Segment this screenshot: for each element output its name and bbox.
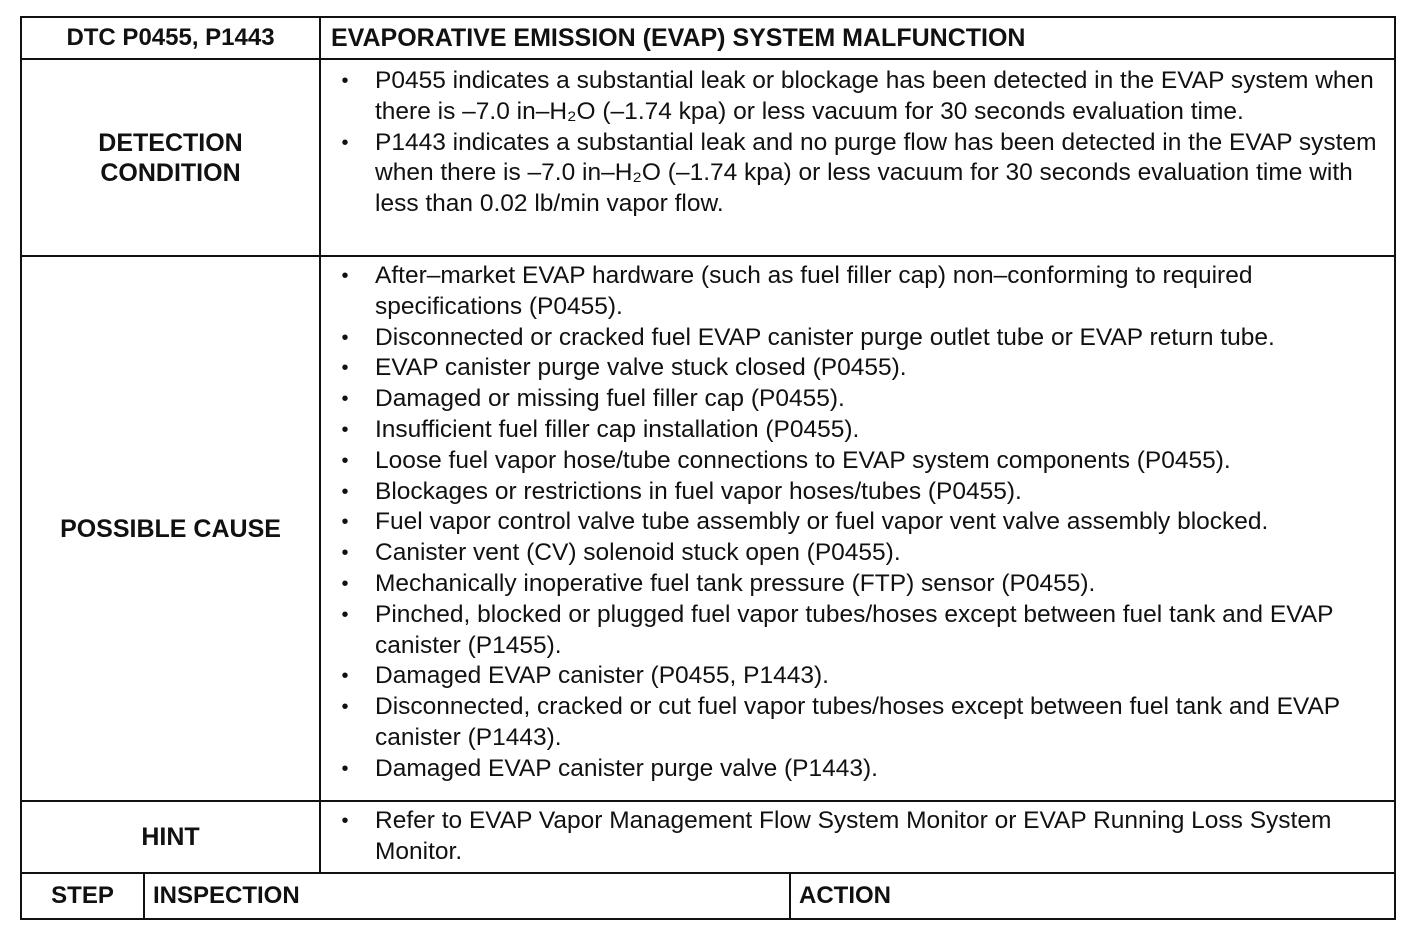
list-item: [329, 66, 1384, 128]
bullet-icon: •: [341, 357, 349, 380]
cause-item-text: Damaged EVAP canister purge valve (P1443).: [375, 754, 878, 782]
detection-label: [22, 60, 321, 255]
list-item: [329, 323, 1384, 354]
list-item: [329, 806, 1384, 868]
step-header-row: [22, 874, 1394, 918]
bullet-icon: •: [341, 449, 349, 472]
list-item: [329, 384, 1384, 415]
list-item: [329, 692, 1384, 754]
action-column-header: ACTION: [799, 882, 891, 909]
possible-cause-label: POSSIBLE CAUSE: [22, 257, 321, 800]
list-item: [329, 600, 1384, 662]
bullet-icon: •: [341, 265, 349, 287]
list-item: [329, 538, 1384, 569]
bullet-icon: •: [341, 603, 349, 626]
cause-item-text: Disconnected, cracked or cut fuel vapor tubes/hoses except between fuel tank and EVAP canister (P1443).: [375, 693, 1340, 751]
cause-item-text: After–market EVAP hardware (such as fuel filler cap) non–conforming to required specifications (P0455).: [375, 262, 1253, 320]
malfunction-title: EVAPORATIVE EMISSION (EVAP) SYSTEM MALFUNCTION: [331, 24, 1026, 52]
list-item: [329, 128, 1384, 220]
header-row: [22, 18, 1394, 60]
bullet-icon: •: [341, 665, 349, 688]
detection-item-text: P0455 indicates a substantial leak or blockage has been detected in the EVAP system when there is –7.0 in–H₂O (–1.74 kpa) or less vacuum for 30 seconds evaluation time.: [375, 67, 1374, 125]
bullet-icon: •: [341, 572, 349, 595]
cause-item-text: Pinched, blocked or plugged fuel vapor tubes/hoses except between fuel tank and EVAP canister (P1455).: [375, 600, 1333, 659]
bullet-icon: •: [341, 326, 349, 349]
list-item: [329, 446, 1384, 477]
list-item: [329, 754, 1384, 785]
bullet-icon: •: [341, 70, 349, 92]
hint-content: [321, 802, 1394, 872]
cause-list: [329, 261, 1384, 785]
cause-item-text: Damaged EVAP canister (P0455, P1443).: [375, 662, 829, 690]
hint-label: HINT: [22, 802, 321, 872]
possible-cause-content: [321, 257, 1394, 800]
list-item: [329, 261, 1384, 323]
cause-item-text: Damaged or missing fuel filler cap (P0455).: [375, 385, 845, 413]
cause-item-text: Mechanically inoperative fuel tank pressure (FTP) sensor (P0455).: [375, 569, 1096, 597]
detection-label-text: DETECTION CONDITION: [98, 128, 243, 187]
bullet-icon: •: [341, 757, 349, 780]
bullet-icon: •: [341, 511, 349, 534]
list-item: [329, 415, 1384, 446]
bullet-icon: •: [341, 388, 349, 411]
bullet-icon: •: [341, 418, 349, 441]
bullet-icon: •: [341, 480, 349, 503]
inspection-column-header: INSPECTION: [145, 874, 791, 918]
cause-item-text: Disconnected or cracked fuel EVAP canister purge outlet tube or EVAP return tube.: [375, 323, 1275, 351]
list-item: [329, 569, 1384, 600]
bullet-icon: •: [341, 542, 349, 565]
possible-cause-row: [22, 257, 1394, 802]
cause-item-text: Fuel vapor control valve tube assembly or fuel vapor vent valve assembly blocked.: [375, 508, 1269, 536]
cause-item-text: Insufficient fuel filler cap installation (P0455).: [375, 415, 860, 443]
bullet-icon: •: [341, 131, 349, 154]
detection-item-text: P1443 indicates a substantial leak and no purge flow has been detected in the EVAP system when there is –7.0 in–H₂O (–1.74 kpa) or less vacuum for 30 seconds evaluation time with less than 0.02 lb/min vapor flow.: [375, 128, 1377, 218]
hint-row: [22, 802, 1394, 874]
list-item: [329, 507, 1384, 538]
dtc-table: [20, 16, 1396, 920]
list-item: [329, 477, 1384, 508]
dtc-codes: DTC P0455, P1443: [22, 18, 321, 58]
hint-item-text: Refer to EVAP Vapor Management Flow System Monitor or EVAP Running Loss System Monitor.: [375, 807, 1332, 865]
list-item: [329, 661, 1384, 692]
cause-item-text: Loose fuel vapor hose/tube connections to EVAP system components (P0455).: [375, 446, 1231, 474]
step-column-header: STEP: [22, 874, 145, 918]
detection-content: [321, 60, 1394, 255]
cause-item-text: Blockages or restrictions in fuel vapor hoses/tubes (P0455).: [375, 477, 1022, 505]
bullet-icon: •: [341, 696, 349, 719]
detection-row: [22, 60, 1394, 257]
cause-item-text: EVAP canister purge valve stuck closed (P0455).: [375, 354, 907, 382]
cause-item-text: Canister vent (CV) solenoid stuck open (P0455).: [375, 539, 901, 567]
bullet-icon: •: [341, 810, 349, 832]
list-item: [329, 353, 1384, 384]
